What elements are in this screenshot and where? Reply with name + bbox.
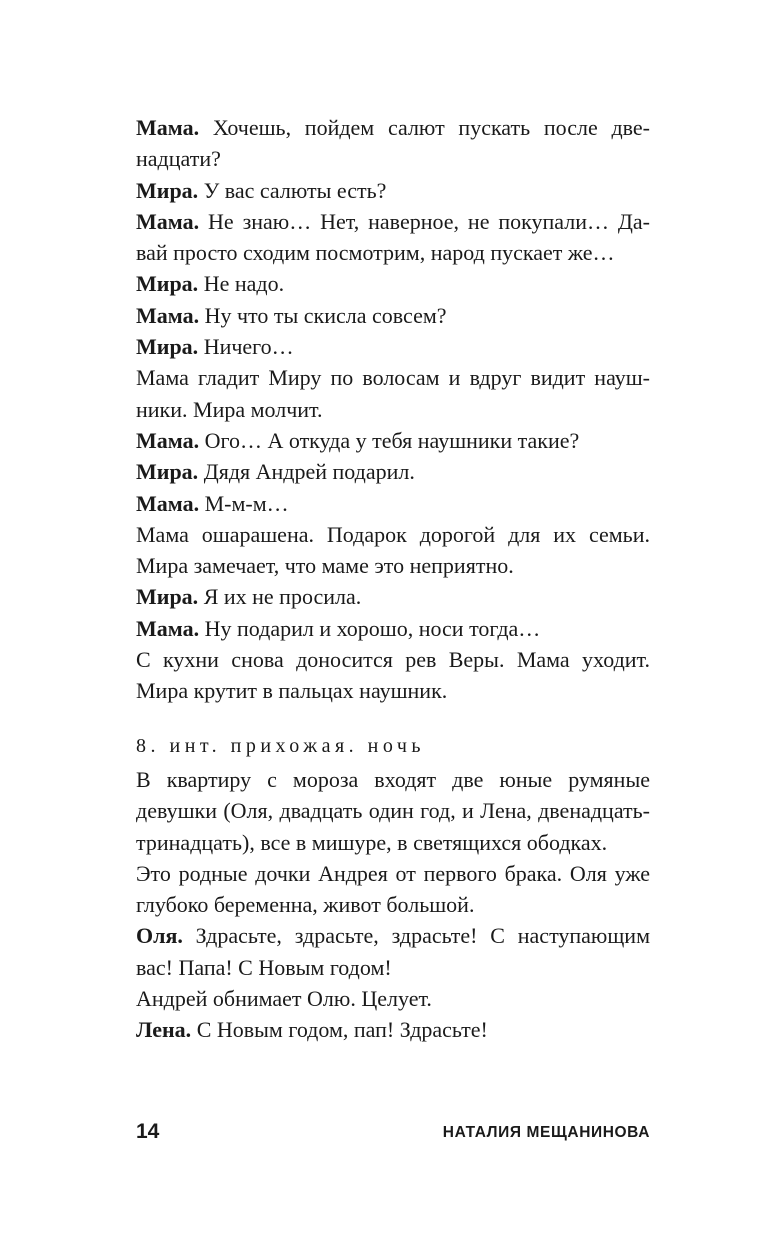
- dialogue-line: [136, 488, 650, 519]
- dialogue-line: [136, 456, 650, 487]
- line-text: Не знаю… Нет, наверное, не покупали… Давай просто сходим посмотрим, народ пускает же…: [136, 208, 650, 266]
- running-footer-author: НАТАЛИЯ МЕЩАНИНОВА: [442, 1124, 650, 1141]
- line-text: М-м-м…: [199, 490, 289, 516]
- line-text: С Новым годом, пап! Здрасьте!: [191, 1017, 488, 1043]
- speaker-name: Мира.: [136, 459, 199, 485]
- stage-direction: [136, 858, 650, 921]
- page-number: 14: [136, 1120, 160, 1143]
- scene-heading: 8. инт. прихожая. ночь: [136, 735, 426, 757]
- dialogue-line: [136, 425, 650, 456]
- dialogue-line: [136, 112, 650, 175]
- line-text: Ого… А откуда у тебя наушники такие?: [199, 427, 580, 453]
- dialogue-line: [136, 613, 650, 644]
- direction-text: Мама гладит Миру по волосам и вдруг видит наушники. Мира молчит.: [136, 365, 650, 422]
- direction-text: Мама ошарашена. Подарок дорогой для их семьи. Мира замечает, что маме это неприятно.: [136, 521, 650, 579]
- speaker-name: Мира.: [136, 177, 199, 203]
- speaker-name: Мама.: [136, 208, 200, 234]
- dialogue-block-2: [136, 764, 650, 1046]
- direction-text: Это родные дочки Андрея от первого брака. Оля уже глубоко беременна, живот большой.: [136, 860, 650, 918]
- speaker-name: Оля.: [136, 923, 183, 949]
- line-text: Я их не просила.: [198, 584, 362, 610]
- speaker-name: Мира.: [136, 271, 199, 297]
- speaker-name: Мама.: [136, 427, 200, 453]
- speaker-name: Мама.: [136, 115, 200, 140]
- speaker-name: Мама.: [136, 302, 200, 328]
- line-text: Ну подарил и хорошо, носи тогда…: [199, 615, 541, 641]
- line-text: Здрасьте, здрасьте, здрасьте! С наступающим вас! Папа! С Новым годом!: [136, 923, 650, 980]
- direction-text: С кухни снова доносится рев Веры. Мама уходит. Мира крутит в пальцах наушник.: [136, 647, 650, 704]
- line-text: Не надо.: [198, 271, 285, 297]
- line-text: У вас салюты есть?: [198, 177, 387, 203]
- line-text: Дядя Андрей подарил.: [198, 459, 415, 485]
- stage-direction: [136, 644, 650, 707]
- line-text: Хочешь, пойдем салют пускать после двенадцати?: [136, 115, 650, 172]
- speaker-name: Мама.: [136, 615, 200, 641]
- dialogue-line: [136, 206, 650, 269]
- stage-direction: [136, 764, 650, 858]
- speaker-name: Мира.: [136, 584, 199, 610]
- stage-direction: [136, 983, 650, 1014]
- dialogue-line: [136, 920, 650, 983]
- line-text: Ничего…: [198, 334, 294, 360]
- dialogue-line: [136, 331, 650, 362]
- line-text: Ну что ты скисла совсем?: [199, 302, 447, 328]
- speaker-name: Мира.: [136, 334, 199, 360]
- dialogue-line: [136, 1014, 650, 1045]
- dialogue-line: [136, 581, 650, 612]
- direction-text: В квартиру с мороза входят две юные румяные девушки (Оля, двадцать один год, и Лена, двенадцать-тринадцать), все в мишуре, в светящихся ободках.: [136, 767, 650, 855]
- dialogue-block-1: [136, 112, 650, 707]
- dialogue-line: [136, 175, 650, 206]
- speaker-name: Мама.: [136, 490, 200, 516]
- direction-text: Андрей обнимает Олю. Целует.: [136, 986, 432, 1012]
- dialogue-line: [136, 268, 650, 299]
- speaker-name: Лена.: [136, 1017, 192, 1043]
- stage-direction: [136, 362, 650, 425]
- dialogue-line: [136, 300, 650, 331]
- stage-direction: [136, 519, 650, 582]
